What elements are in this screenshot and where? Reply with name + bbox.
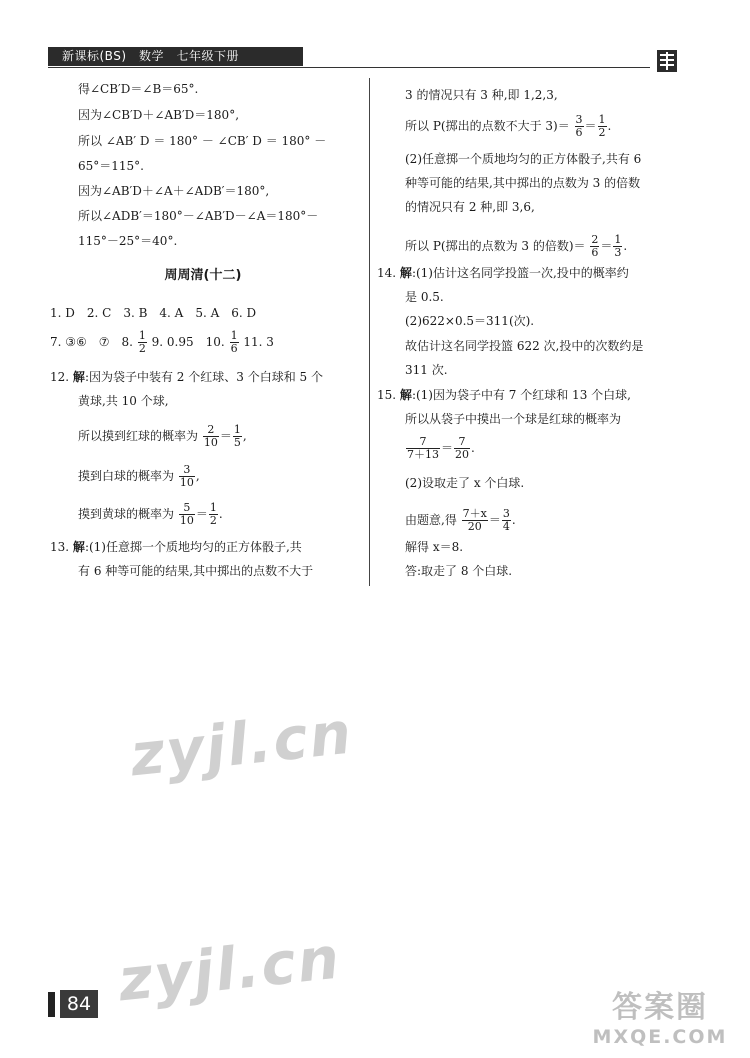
corner-logo — [585, 990, 735, 1052]
header-title: 新课标(BS) 数学 七年级下册 — [62, 49, 240, 63]
text-line: 所以 P(掷出的点数不大于 3)＝ $\frac{3}{6}$ ＝ $\frac{1}{2}$ . — [405, 113, 612, 139]
text-line: 故估计这名同学投篮 622 次,投中的次数约是 — [405, 339, 644, 353]
text-line: (2)任意掷一个质地均匀的正方体骰子,共有 6 — [405, 152, 642, 166]
text-line: 所以从袋子中摸出一个球是红球的概率为 — [405, 412, 622, 426]
book-icon — [656, 49, 678, 73]
text-line: (2)622×0.5＝311(次). — [405, 314, 535, 328]
fraction: $\frac{2}{6}$ — [591, 233, 599, 259]
text-line: 因为∠CB′D＋∠AB′D＝180°, — [78, 108, 240, 122]
fraction: $\frac{1}{6}$ — [230, 329, 238, 355]
column-divider — [369, 78, 370, 586]
header-bar — [48, 47, 303, 66]
text-line: 解得 x＝8. — [405, 540, 464, 554]
text-line: 黄球,共 10 个球, — [78, 394, 169, 408]
text-line: 311 次. — [405, 363, 448, 377]
fraction: $\frac{1}{2}$ — [209, 501, 217, 527]
logo-domain: MXQE.COM — [592, 1026, 728, 1048]
text-line: 3 的情况只有 3 种,即 1,2,3, — [405, 88, 558, 102]
fraction: $\frac{2}{10}$ — [203, 423, 218, 449]
fraction: $\frac{7+x}{20}$ — [462, 507, 487, 533]
text-line: 所以 P(掷出的点数为 3 的倍数)＝ $\frac{2}{6}$ ＝ $\frac{1}{3}$ . — [405, 233, 628, 259]
answer-line: 1. D 2. C 3. B 4. A 5. A 6. D — [50, 306, 257, 320]
text-line: 所以∠ADB′＝180°－∠AB′D－∠A＝180°－ — [78, 209, 319, 223]
fraction: $\frac{5}{10}$ — [179, 501, 194, 527]
text-line: 由题意,得 $\frac{7+x}{20}$ ＝ $\frac{3}{4}$ . — [405, 507, 516, 533]
text-line: 种等可能的结果,其中掷出的点数为 3 的倍数 — [405, 176, 641, 190]
header-rule — [48, 67, 650, 68]
fraction: $\frac{3}{4}$ — [502, 507, 510, 533]
text-line: 得∠CB′D＝∠B＝65°. — [78, 82, 199, 96]
fraction: $\frac{3}{6}$ — [575, 113, 583, 139]
text-line: 因为∠AB′D＋∠A＋∠ADB′＝180°, — [78, 184, 270, 198]
logo-text: 答案圈 — [612, 990, 708, 1025]
text-line: 摸到黄球的概率为 $\frac{5}{10}$ ＝ $\frac{1}{2}$ . — [78, 501, 223, 527]
answer-line: 7. ③⑥ ⑦ 8. $\frac{1}{2}$ 9. 0.95 10. $\frac{1}{6}$ 11. 3 — [50, 329, 274, 355]
fraction: $\frac{1}{5}$ — [233, 423, 241, 449]
fraction: $\frac{1}{3}$ — [614, 233, 622, 259]
question-15: 15. 解:(1)因为袋子中有 7 个红球和 13 个白球, — [377, 388, 631, 402]
fraction: $\frac{7}{7+13}$ — [407, 435, 439, 461]
text-line: 有 6 种等可能的结果,其中掷出的点数不大于 — [78, 564, 314, 578]
text-line: 所以摸到红球的概率为 $\frac{2}{10}$ ＝ $\frac{1}{5}$ , — [78, 423, 247, 449]
fraction: $\frac{7}{20}$ — [455, 435, 470, 461]
fraction: $\frac{3}{10}$ — [179, 463, 194, 489]
text-line: 115°－25°＝40°. — [78, 234, 178, 248]
text-line: 所以 ∠AB′ D ＝ 180° － ∠CB′ D ＝ 180° － — [78, 134, 327, 148]
question-14: 14. 解:(1)估计这名同学投篮一次,投中的概率约 — [377, 266, 629, 280]
fraction: $\frac{1}{2}$ — [138, 329, 146, 355]
text-line: 65°＝115°. — [78, 159, 144, 173]
section-title: 周周清(十二) — [164, 268, 242, 283]
text-line: 的情况只有 2 种,即 3,6, — [405, 200, 535, 214]
text-line: $\frac{7}{7+13}$ ＝ $\frac{7}{20}$ . — [407, 435, 475, 461]
question-12: 12. 解:因为袋子中装有 2 个红球、3 个白球和 5 个 — [50, 370, 323, 384]
text-line: 答:取走了 8 个白球. — [405, 564, 513, 578]
question-13: 13. 解:(1)任意掷一个质地均匀的正方体骰子,共 — [50, 540, 302, 554]
fraction: $\frac{1}{2}$ — [598, 113, 606, 139]
watermark-text: zyjl.cn — [127, 698, 356, 790]
text-line: 摸到白球的概率为 $\frac{3}{10}$ , — [78, 463, 200, 489]
text-line: 是 0.5. — [405, 290, 444, 304]
text-line: (2)设取走了 x 个白球. — [405, 476, 525, 490]
page-tab — [48, 992, 55, 1017]
watermark-text: zyjl.cn — [115, 923, 344, 1015]
page-number: 84 — [60, 990, 98, 1018]
